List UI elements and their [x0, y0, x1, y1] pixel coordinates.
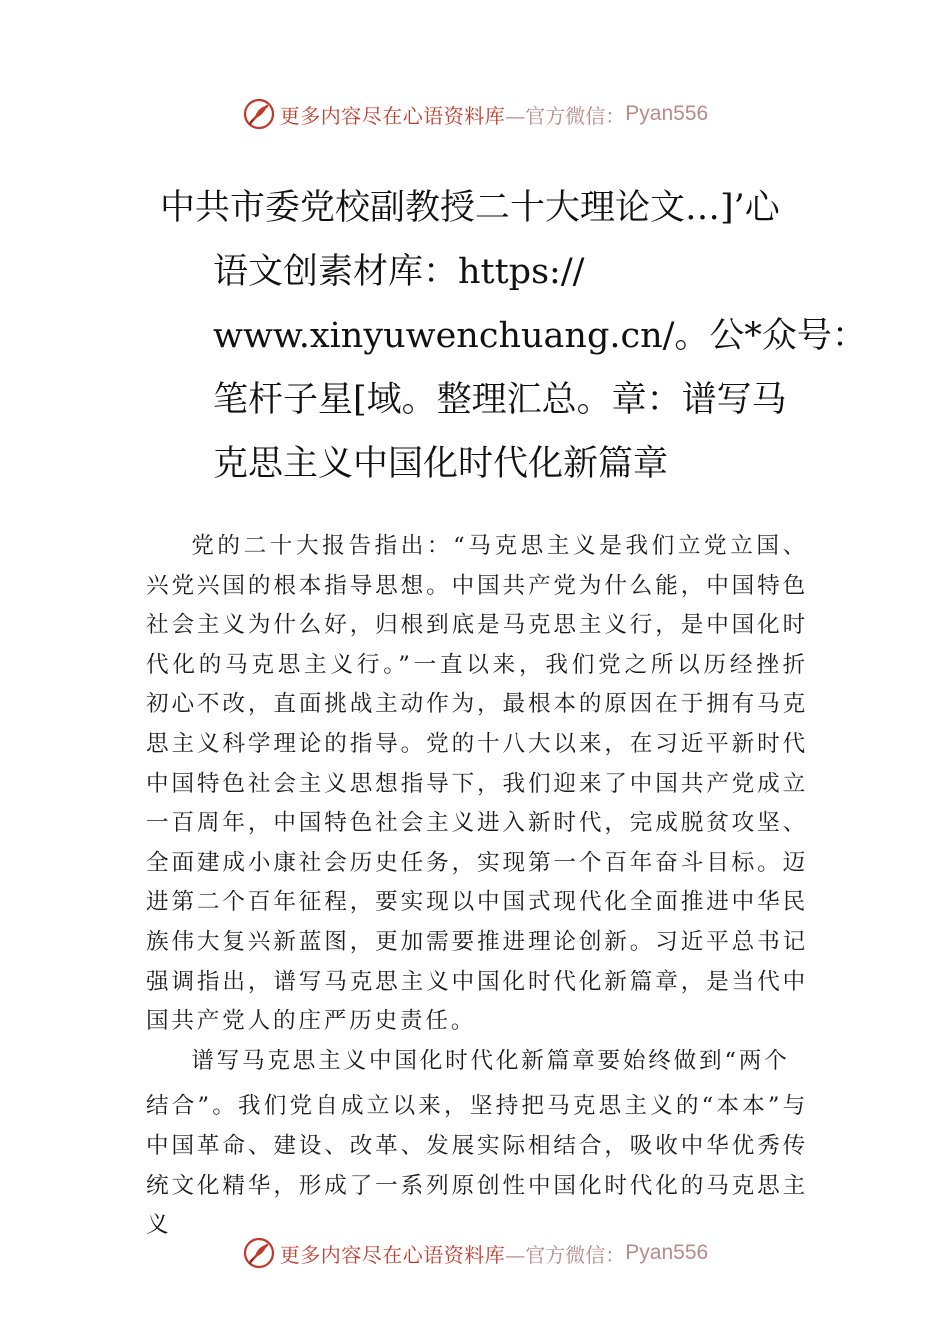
title-line-1: 中共市委党校副教授二十大理论文…]’心: [160, 188, 780, 228]
banner-site-text: 更多内容尽在心语资料库: [279, 103, 506, 128]
banner-wechat-handle: Pyan556: [625, 102, 709, 125]
paragraph-2-continuation: 结合”。我们党自成立以来，坚持把马克思主义的“本本”与 中国革命、建设、改革、发展实际相结合，吸收中华优秀传统文化精华，形成了一系列原创性中国化时代化的马克思主义: [146, 1093, 808, 1239]
quill-pen-logo-icon: [242, 97, 276, 131]
paragraph-2: [146, 1042, 808, 1246]
paragraph-1: 党的二十大报告指出：“马克思主义是我们立党立国、兴党兴国的根本指导思想。中国共产党为什么能，中国特色社会主义为什么好，归根到底是马克思主义行，是中国化时代化的马克思主义行。”一直以来，我们党之所以历经挫折初心不改，直面挑战主动作为，最根本的原因在于拥有马克思主义科学理论的指导。党的十八大以来，在习近平新时代中国特色社会主义思想指导下，我们迎来了中国共产党成立一百周年，中国特色社会主义进入新时代，完成脱贫攻坚、全面建成小康社会历史任务，实现第一个百年奋斗目标。迈进第二个百年征程，要实现以中国式现代化全面推进中华民族伟大复兴新蓝图，更加需要推进理论创新。习近平总书记强调指出，谱写马克思主义中国化时代化新篇章，是当代中国共产党人的庄严历史责任。: [146, 533, 808, 1035]
banner-site-text: 更多内容尽在心语资料库: [279, 1242, 506, 1267]
quill-pen-logo-icon: [242, 1236, 276, 1270]
header-banner: [0, 94, 950, 134]
title-line-5: 克思主义中国化时代化新篇章: [213, 444, 669, 484]
paragraph-2-first-line: 谱写马克思主义中国化时代化新篇章要始终做到“两个: [191, 1047, 790, 1074]
title-line-4: 笔杆子星[域。整理汇总。章：谱写马: [213, 380, 787, 420]
document-body: [146, 527, 808, 1246]
title-line-3: www.xinyuwenchuang.cn/。公*众号：: [213, 316, 867, 356]
banner-contact-text: —官方微信：: [505, 103, 626, 128]
banner-contact-text: —官方微信：: [505, 1242, 626, 1267]
banner-wechat-handle: Pyan556: [625, 1241, 709, 1264]
footer-banner: [0, 1233, 950, 1273]
title-line-2: 语文创素材库：https://: [213, 252, 585, 292]
